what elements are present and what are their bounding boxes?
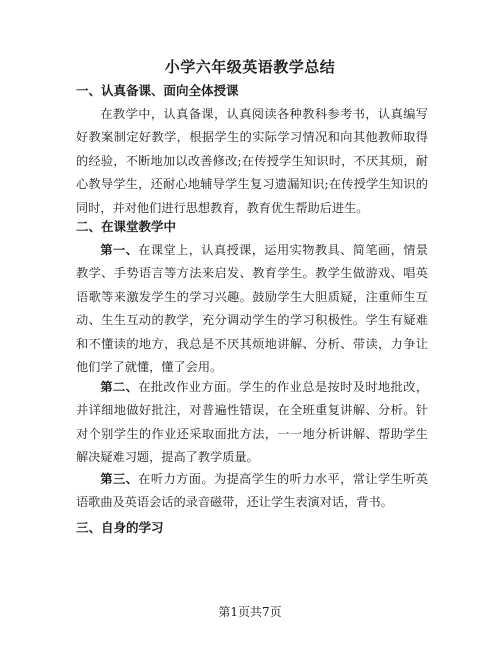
section-heading-1: 一、认真备课、面向全体授课 xyxy=(76,83,239,98)
section-2-paragraph-3 xyxy=(76,468,428,515)
section-heading-2: 二、在课堂教学中 xyxy=(76,219,177,234)
paragraph-text: 在教学中，认真备课，认真阅读各种教科参考书，认真编写好教案制定好教学，根据学生的实际学习情况和向其他教师取得的经验，不断地加以改善修改;在传授学生知识时，不厌其烦，耐心教导学生，还耐心地辅导学生复习遗漏知识;在传授学生知识的同时，并对他们进行思想教育，教育优生帮助后进生。 xyxy=(76,107,428,215)
paragraph-lead: 第一、 xyxy=(100,243,139,257)
section-2-paragraph-2 xyxy=(76,376,428,470)
paragraph-text: 在听力方面。为提高学生的听力水平，常让学生听英语歌曲及英语会话的录音磁带，还让学生表演对话，背书。 xyxy=(76,472,429,510)
paragraph-lead: 第二、 xyxy=(100,380,139,394)
section-2-paragraph-1 xyxy=(76,239,428,379)
paragraph-lead: 第三、 xyxy=(100,472,139,486)
section-heading-3: 三、自身的学习 xyxy=(76,520,164,535)
page-footer: 第1页共7页 xyxy=(218,605,282,619)
section-1-paragraph-1 xyxy=(76,103,428,220)
document-title: 小学六年级英语教学总结 xyxy=(164,58,336,76)
paragraph-text: 在批改作业方面。学生的作业总是按时及时地批改，并详细地做好批注，对普遍性错误，在全班重复讲解、分析。针对个别学生的作业还采取面批方法，一一地分析讲解、帮助学生解决疑难习题，提高了教学质量。 xyxy=(76,380,429,465)
paragraph-text: 在课堂上，认真授课，运用实物教具、简笔画，情景教学、手势语言等方法来启发、教育学生。教学生做游戏、唱英语歌等来激发学生的学习兴趣。鼓励学生大胆质疑，注重师生互动、生生互动的教学，充分调动学生的学习积极性。学生有疑难和不懂读的地方，我总是不厌其烦地讲解、分析、带读，力争让他们学了就懂，懂了会用。 xyxy=(76,243,429,375)
